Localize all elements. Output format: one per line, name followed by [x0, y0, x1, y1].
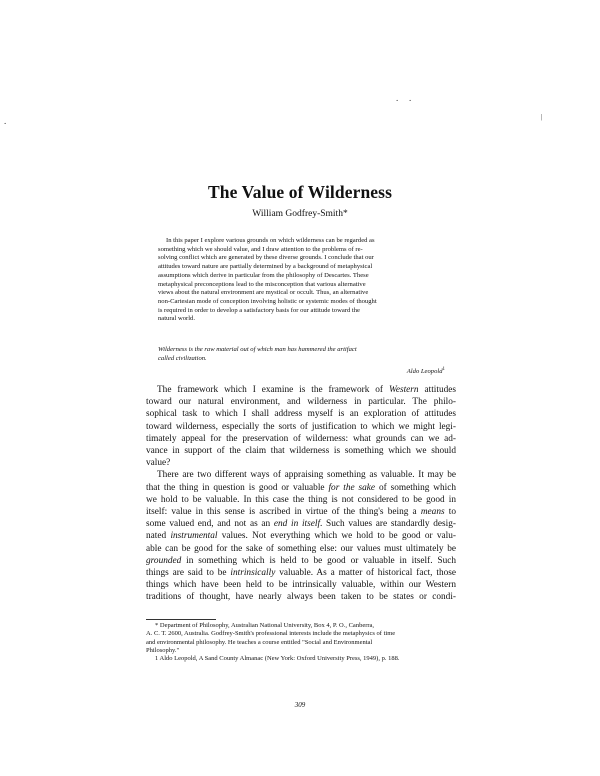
body-text-segment: toward wilderness, especially the sorts of justification to which we might legi- [146, 421, 456, 432]
body-text-segment: sophical task to which I shall address myself is an exploration of attitudes [146, 409, 456, 420]
body-text-segment: that the thing in question is good or valuable [146, 482, 329, 493]
body-text-segment: toward our natural environment, and wilderness in particular. The philo- [146, 397, 456, 408]
epigraph-line: Wilderness is the raw material out of which man has hammered the artifact [158, 346, 357, 353]
body-text-segment: to [444, 507, 456, 518]
epigraph-attribution [158, 366, 445, 377]
body-line [146, 421, 456, 433]
body-line [146, 482, 456, 494]
emphasis-text: for the sake [328, 482, 376, 493]
body-line [146, 591, 456, 603]
body-text-segment: timately appeal for the preservation of wilderness: what grounds can we ad- [146, 433, 456, 444]
body-line [146, 579, 456, 591]
abstract-line: metaphysical preconceptions lead to the misconception that various alternative [158, 280, 366, 288]
abstract-line: attitudes toward nature are partially determined by a background of metaphysical [158, 263, 373, 271]
body-text-segment: traditions of thought, have nearly always been taken to be states or condi- [146, 592, 456, 603]
body-line [146, 445, 456, 457]
page-number: 309 [294, 701, 306, 709]
abstract-line: natural world. [158, 315, 195, 323]
abstract-line: solving conflict which are generated by these diverse grounds. I conclude that our [158, 254, 374, 262]
scan-speck: . [4, 116, 7, 126]
footnote-line: Philosophy." [146, 646, 180, 654]
emphasis-text: intrinsically [230, 568, 276, 579]
footnote-rule [146, 619, 216, 620]
footnote-line: A. C. T. 2600, Australia. Godfrey-Smith's professional interests include the metaphysics of time [146, 630, 396, 638]
epigraph-note-mark: 1 [442, 367, 445, 373]
epigraph-author: Aldo Leopold [406, 368, 443, 376]
abstract [158, 237, 444, 324]
footnote-line: 1 Aldo Leopold, A Sand County Almanac (New York: Oxford University Press, 1949), p. 188. [155, 655, 400, 663]
abstract-line: is required in order to develop a satisfactory basis for our attitude toward the [158, 306, 360, 314]
body-text-segment: in something which is held to be good or valuable in itself. Such [181, 555, 456, 566]
scan-speck: | [541, 113, 543, 121]
body-text-segment: . Such values are standardly desig- [320, 519, 456, 530]
footnote-line: * Department of Philosophy, Australian National University, Box 4, P. O., Canberra, [155, 622, 375, 629]
scan-speck: . [396, 93, 399, 103]
body-line [146, 433, 456, 445]
abstract-line: In this paper I explore various grounds on which wilderness can be regarded as [166, 237, 375, 244]
body-text-segment: There are two different ways of appraising something as valuable. It may be [157, 470, 456, 481]
body-line [146, 396, 456, 408]
article-author: William Godfrey-Smith* [252, 209, 348, 219]
epigraph-line: called civilization. [158, 354, 207, 362]
body-text-segment: value? [146, 458, 171, 469]
scan-speck: . [409, 93, 412, 103]
emphasis-text: grounded [146, 555, 182, 566]
body-text-segment: attitudes [418, 385, 456, 395]
body-line [146, 543, 456, 555]
epigraph [158, 346, 445, 377]
body-line [146, 384, 456, 396]
body-text-segment: nated [146, 531, 171, 542]
body-text-segment: values. Not everything which we hold to be good or valu- [217, 531, 456, 542]
body-text [146, 384, 456, 604]
abstract-line: views about the natural environment are mystical or occult. Thus, an alternative [158, 289, 369, 297]
body-text-segment: able can be good for the sake of something else: our values must ultimately be [146, 543, 456, 554]
body-text-segment: vance in support of the claim that wilderness is something which we should [146, 446, 456, 457]
footnote-line: and environmental philosophy. He teaches a course entitled "Social and Environmental [146, 638, 373, 646]
body-line [146, 567, 456, 579]
emphasis-text: instrumental [170, 531, 218, 542]
footnotes [146, 622, 456, 663]
emphasis-text: end in itself [273, 519, 321, 530]
body-line [146, 408, 456, 420]
abstract-line: something which we should value, and I draw attention to the problems of re- [158, 245, 363, 253]
body-line [146, 555, 456, 567]
body-line [146, 494, 456, 506]
body-text-segment: we hold to be valuable. In this case the thing is not considered to be good in [146, 494, 456, 505]
body-line [146, 506, 456, 518]
emphasis-text: Western [388, 385, 419, 395]
body-text-segment: itself: value in this sense is ascribed in virtue of the thing's being a [146, 507, 421, 518]
body-line [146, 518, 456, 530]
body-line [146, 530, 456, 542]
body-text-segment: things are said to be [146, 568, 231, 579]
body-text-segment: things which have been held to be intrinsically valuable, within our Western [146, 580, 456, 591]
abstract-line: non-Cartesian mode of conception involving holistic or systemic modes of thought [158, 297, 377, 305]
body-line [146, 457, 456, 469]
body-line [146, 469, 456, 481]
body-text-segment: The framework which I examine is the framework of [157, 385, 389, 395]
body-text-segment: valuable. As a matter of historical fact, those [275, 568, 456, 579]
body-text-segment: of something which [375, 482, 456, 493]
abstract-line: assumptions which derive in particular from the philosophy of Descartes. These [158, 271, 369, 279]
article-title: The Value of Wilderness [208, 182, 392, 202]
emphasis-text: means [420, 507, 445, 518]
body-text-segment: some valued end, and not as an [146, 519, 274, 530]
